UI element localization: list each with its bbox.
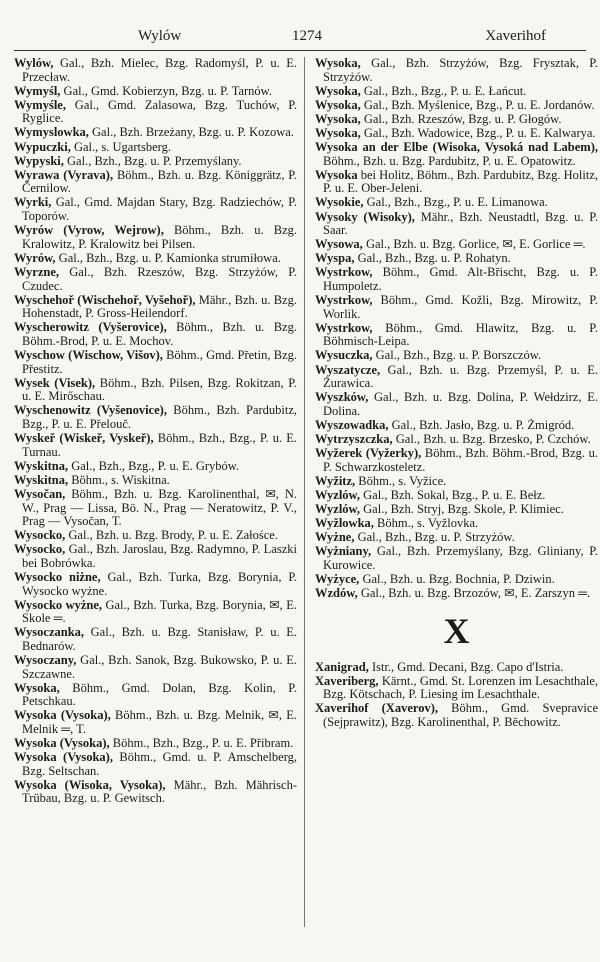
entry-headword: Wysoka, [14,680,60,695]
right-column-w-entries [315,57,598,601]
entry-headword: Wysoka, [315,56,361,70]
entry-headword: Wyrów (Vyrow, Wejrow), [14,223,164,238]
directory-entry [14,432,297,459]
entry-headword: Wyskitna, [14,458,69,473]
section-letter: X [443,610,470,651]
entry-details: Gal., Bzh. Mielec, Bzg. Radomyśl, P. u. E. Przecław. [22,56,297,84]
entry-headword: Wysoka, [315,97,361,112]
directory-entry [14,141,297,155]
directory-entry [14,751,297,778]
entry-headword: Wysoka (Vysoka), [14,708,111,723]
entry-headword: Xaveriberg, [315,673,379,688]
entry-details: Böhm., Gmd. Hlawitz, Bzg. u. P. Böhmisch-Leipa. [323,320,598,349]
directory-entry [14,349,297,376]
directory-entry [315,517,598,531]
directory-entry [315,238,598,252]
entry-headword: Wyzlów, [315,502,361,516]
entry-headword: Wyżniany, [315,544,372,559]
entry-details: Gal., Bzh., Bzg., P. u. E. Limanowa. [363,195,548,210]
entry-details: Gal., Bzh., Bzg., P. u. E. Łańcut. [360,83,527,98]
entry-headword: Wyszków, [315,390,369,405]
entry-headword: Wysoka an der Elbe (Wisoka, Vysoká nad Labem), [315,140,598,155]
directory-entry [14,99,297,126]
right-column-x-entries [315,661,598,730]
entry-headword: Wypuczki, [14,139,71,154]
entry-headword: Xanigrad, [315,659,369,674]
directory-entry [315,57,598,84]
entry-headword: Wylów, [14,56,54,70]
entry-headword: Wytrzyszczka, [315,432,393,447]
directory-entry [315,587,598,601]
entry-headword: Wysoka (Vysoka), [14,750,113,765]
directory-entry [14,599,297,626]
entry-headword: Wymyśl, [14,83,61,98]
entry-headword: Wyschehoř (Wischehoř, Vyšehoř), [14,292,196,307]
entry-details: Böhm., Bzh., Bzg., P. u. E. Turnau. [22,431,297,459]
entry-headword: Wysoky (Wisoky), [315,209,415,224]
entry-details: Gal., Bzh., Bzg. u. P. Strzyżów. [354,530,515,545]
entry-details: Gal., Bzh. Brzeżany, Bzg. u. P. Kozowa. [88,125,294,140]
directory-entry [315,531,598,545]
left-column [14,57,297,807]
entry-headword: Wyrki, [14,195,52,210]
entry-headword: Wyrzne, [14,264,60,279]
page-number: 1274 [292,28,322,44]
entry-headword: Wysocko, [14,528,66,543]
entry-details: Böhm., Bzh., Bzg., P. u. E. Přibram. [109,736,294,751]
directory-entry [315,573,598,587]
entry-headword: Wysocko niżne, [14,569,101,584]
entry-details: Gal., Bzh., Bzg. u. P. Borszczów. [372,348,542,363]
directory-entry [315,141,598,168]
entry-headword: Wysocko, [14,542,66,557]
directory-entry [14,626,297,653]
directory-entry [14,460,297,474]
directory-entry [14,404,297,431]
entry-details: Mähr., Bzh. Mährisch-Trübau, Bzg. u. P. Gewitsch. [22,777,297,806]
entry-details: Gal., Bzh. u. Bzg. Brody, P. u. E. Załośce. [65,528,278,543]
entry-headword: Wyskitna, [14,472,69,487]
entry-details: Gal., Gmd. Majdan Stary, Bzg. Radziechów, P. Toporów. [22,195,297,224]
entry-headword: Wyskeř (Wiskeř, Vyskeř), [14,431,154,446]
directory-entry [315,661,598,675]
entry-details: Gal., Bzh. Strzyżów, Bzg. Frysztak, P. Strzyżów. [323,56,598,84]
entry-headword: Wystrkow, [315,265,373,280]
directory-entry [315,294,598,321]
entry-headword: Wyžlowka, [315,516,374,531]
entry-details: Gal., Bzh. Sokal, Bzg., P. u. E. Bełz. [360,487,546,502]
directory-entry [315,85,598,99]
directory-entry [315,364,598,391]
directory-entry [14,169,297,196]
entry-headword: Wypyski, [14,153,64,168]
entry-headword: Wyzlów, [315,487,361,502]
entry-details: Gal., Bzh. Myślenice, Bzg., P. u. E. Jordanów. [360,97,595,112]
directory-entry [315,252,598,266]
directory-entry [14,85,297,99]
directory-entry [14,709,297,736]
entry-details: Mähr., Bzh. u. Bzg. Hohenstadt, P. Gross-Heilendorf. [22,292,297,321]
entry-details: Böhm., Gmd. Přetin, Bzg. Přestitz. [22,347,297,376]
entry-headword: Wysuczka, [315,348,373,363]
directory-entry [14,377,297,404]
entry-details: Gal., Bzh. Wadowice, Bzg., P. u. E. Kalwarya. [360,125,596,140]
entry-headword: Wyrów, [14,250,56,265]
entry-details: Kärnt., Gmd. St. Lorenzen im Lesachthale, Bzg. Kötschach, P. Liesing im Lesachthale. [323,673,598,702]
entry-headword: Wyžerek (Vyžerky), [315,446,422,461]
directory-entry [14,196,297,223]
entry-headword: Wysoka (Vysoka), [14,736,110,751]
directory-entry [315,113,598,127]
entry-details: Gal., Gmd. Kobierzyn, Bzg. u. P. Tarnów. [60,83,273,98]
directory-entry [315,211,598,238]
entry-details: Gal., Bzh. Rzeszów, Bzg. u. P. Głogów. [360,111,562,126]
directory-entry [315,675,598,702]
entry-details: Gal., Bzh. Jaroslau, Bzg. Radymno, P. Laszki bei Bobrówka. [22,542,297,570]
entry-details: Mähr., Bzh. Neustadtl, Bzg. u. P. Saar. [323,209,598,238]
entry-headword: Wymyslowka, [14,125,89,140]
directory-entry [315,391,598,418]
entry-details: Gal., Bzh. Jasło, Bzg. u. P. Żmigród. [388,417,575,432]
entry-details: Gal., Bzh., Bzg. u. P. Rohatyn. [354,251,511,266]
entry-headword: Wyscherowitz (Vyšerovice), [14,320,167,335]
directory-entry [315,503,598,517]
entry-details: Böhm., Bzh. Pilsen, Bzg. Rokitzan, P. u. E. Mirőschau. [22,375,297,404]
entry-headword: Wysocko wyżne, [14,597,103,612]
directory-entry [14,654,297,681]
entry-headword: Wysoczanka, [14,625,85,640]
entry-headword: Wyżne, [315,530,355,545]
directory-entry [14,543,297,570]
entry-headword: Xaverihof (Xaverov), [315,701,438,716]
directory-entry [14,224,297,251]
entry-details: Böhm., Bzh. u. Bzg. Karolinenthal, ✉, N. W., Prag — Lissa, Bö. N., Prag — Neratowitz, P. V., Prag — Vysočan, T. [22,486,297,529]
entry-details: bei Holitz, Böhm., Bzh. Pardubitz, Bzg. Holitz, P. u. E. Ober-Jeleni. [323,167,598,196]
entry-headword: Wyžitz, [315,473,356,488]
entry-details: Böhm., Gmd. Alt-Břischt, Bzg. u. P. Humpoletz. [323,265,598,293]
directory-entry [315,127,598,141]
running-head-left: Wylów [138,28,182,44]
directory-entry [14,779,297,806]
entry-details: Gal., Gmd. Zalasowa, Bzg. Tuchów, P. Ryglice. [22,97,297,126]
entry-details: Gal., Bzh., Bzg., P. u. E. Grybów. [68,458,240,473]
entry-headword: Wyschenowitz (Vyšenovice), [14,403,167,418]
entry-headword: Wyrawa (Vyrava), [14,167,114,182]
entry-headword: Wysek (Visek), [14,375,96,390]
entry-details: Böhm., Gmd. u. P. Amschelberg, Bzg. Seltschan. [22,750,298,778]
entry-details: Böhm., Bzh. u. Bzg. Melnik, ✉, E. Melnik ═, T. [22,708,297,736]
entry-details: Gal., Bzh. Sanok, Bzg. Bukowsko, P. u. E. Szczawne. [22,653,297,681]
directory-entry [14,266,297,293]
directory-entry [315,196,598,210]
entry-headword: Wyschow (Wischow, Višov), [14,347,163,362]
directory-entry [315,99,598,113]
page-header [14,28,586,51]
column-divider [304,57,305,927]
entry-details: Böhm., Bzh. Böhm.-Brod, Bzg. u. P. Schwarzkosteletz. [323,446,598,474]
entry-details: Gal., Bzh. Rzeszów, Bzg. Strzyżów, P. Czudec. [22,264,297,293]
entry-details: Gal., Bzh. u. Bzg. Gorlice, ✉, E. Gorlice ═. [362,237,586,252]
entry-headword: Wysoka [315,167,358,182]
directory-entry [315,475,598,489]
entry-headword: Wyspa, [315,251,355,266]
entry-headword: Wymyśle, [14,97,66,112]
entry-headword: Wzdów, [315,586,358,601]
entry-details: Gal., Bzh., Bzg. u. P. Kamionka strumiłowa. [55,250,281,265]
entry-details: Gal., Bzh., Bzg. u. P. Przemyślany. [63,153,242,168]
entry-details: Gal., Bzh. u. Bzg. Bochnia, P. Dziwin. [359,571,555,586]
entry-details: Gal., Bzh. u. Bzg. Dolina, P. Wełdzirz, E. Dolina. [323,390,598,418]
entry-details: Gal., Bzh. u. Bzg. Przemyśl, P. u. E. Żurawica. [323,362,598,391]
entry-headword: Wyżyce, [315,571,360,586]
entry-details: Gal., Bzh. u. Bzg. Brzesko, P. Czchów. [392,432,591,447]
entry-details: Gal., s. Ugartsberg. [70,139,171,154]
entry-details: Böhm., Bzh. u. Bzg. Böhm.-Brod, P. u. E. Mochov. [22,320,297,348]
entry-headword: Wyszowadka, [315,417,389,432]
directory-entry [315,489,598,503]
right-column [315,57,598,730]
entry-headword: Wysoka, [315,83,361,98]
directory-entry [315,169,598,196]
entry-details: Böhm., s. Vyžlovka. [373,516,479,531]
entry-details: Böhm., Bzh. u. Bzg. Königgrätz, P. Černilow. [22,167,297,196]
directory-entry [315,349,598,363]
entry-headword: Wysoka, [315,125,361,140]
entry-headword: Wystrkow, [315,293,373,308]
entry-details: Böhm., Gmd. Kožli, Bzg. Mirowitz, P. Worlik. [323,293,598,321]
directory-entry [315,322,598,349]
directory-entry [14,294,297,321]
entry-details: Gal., Bzh. Stryj, Bzg. Skole, P. Klimiec. [360,502,564,516]
entry-details: Gal., Bzh. Turka, Bzg. Borynia, ✉, E. Skole ═. [22,597,297,626]
entry-headword: Wystrkow, [315,320,373,335]
entry-details: Böhm., s. Wiskitna. [68,472,170,487]
directory-entry [14,57,297,84]
directory-entry [14,571,297,598]
entry-details: Böhm., Gmd. Svepravice (Sejprawitz), Bzg. Karolinenthal, P. Běchowitz. [323,701,599,730]
entry-details: Böhm., s. Vyžice. [355,473,447,488]
entry-details: Böhm., Bzh. u. Bzg. Pardubitz, P. u. E. Opatowitz. [323,153,576,168]
directory-entry [14,252,297,266]
entry-details: Böhm., Bzh. Pardubitz, Bzg., P. u. E. Přelouč. [22,403,298,431]
entry-details: Böhm., Gmd. Dolan, Bzg. Kolin, P. Petschkau. [22,680,297,709]
entry-headword: Wysoczany, [14,653,77,668]
entry-details: Gal., Bzh. Przemyślany, Bzg. Gliniany, P. Kurowice. [323,544,598,572]
directory-entry [315,419,598,433]
directory-entry [315,702,598,729]
entry-details: Gal., Bzh. u. Bzg. Brzozów, ✉, E. Zarszyn ═. [357,586,591,601]
directory-entry [14,737,297,751]
directory-entry [14,682,297,709]
entry-details: Gal., Bzh. Turka, Bzg. Borynia, P. Wysocko wyżne. [22,569,298,598]
entry-headword: Wysočan, [14,486,66,501]
entry-headword: Wyszatycze, [315,362,381,377]
entry-details: Istr., Gmd. Decani, Bzg. Capo d'Istria. [368,659,564,674]
directory-entry [14,155,297,169]
entry-details: Gal., Bzh. u. Bzg. Stanisław, P. u. E. Bednarów. [22,625,297,653]
directory-entry [14,488,297,529]
entry-headword: Wysoka (Wisoka, Vysoka), [14,777,166,792]
entry-headword: Wysoka, [315,111,361,126]
entry-headword: Wysowa, [315,237,363,252]
directory-entry [14,529,297,543]
directory-entry [315,433,598,447]
entry-details: Böhm., Bzh. u. Bzg. Kralowitz, P. Kralowitz bei Pilsen. [22,223,297,251]
directory-entry [14,474,297,488]
entry-headword: Wysokie, [315,195,364,210]
directory-entry [315,545,598,572]
directory-entry [14,126,297,140]
directory-entry [14,321,297,348]
directory-entry [315,266,598,293]
directory-entry [315,447,598,474]
running-head-right: Xaverihof [485,28,546,44]
